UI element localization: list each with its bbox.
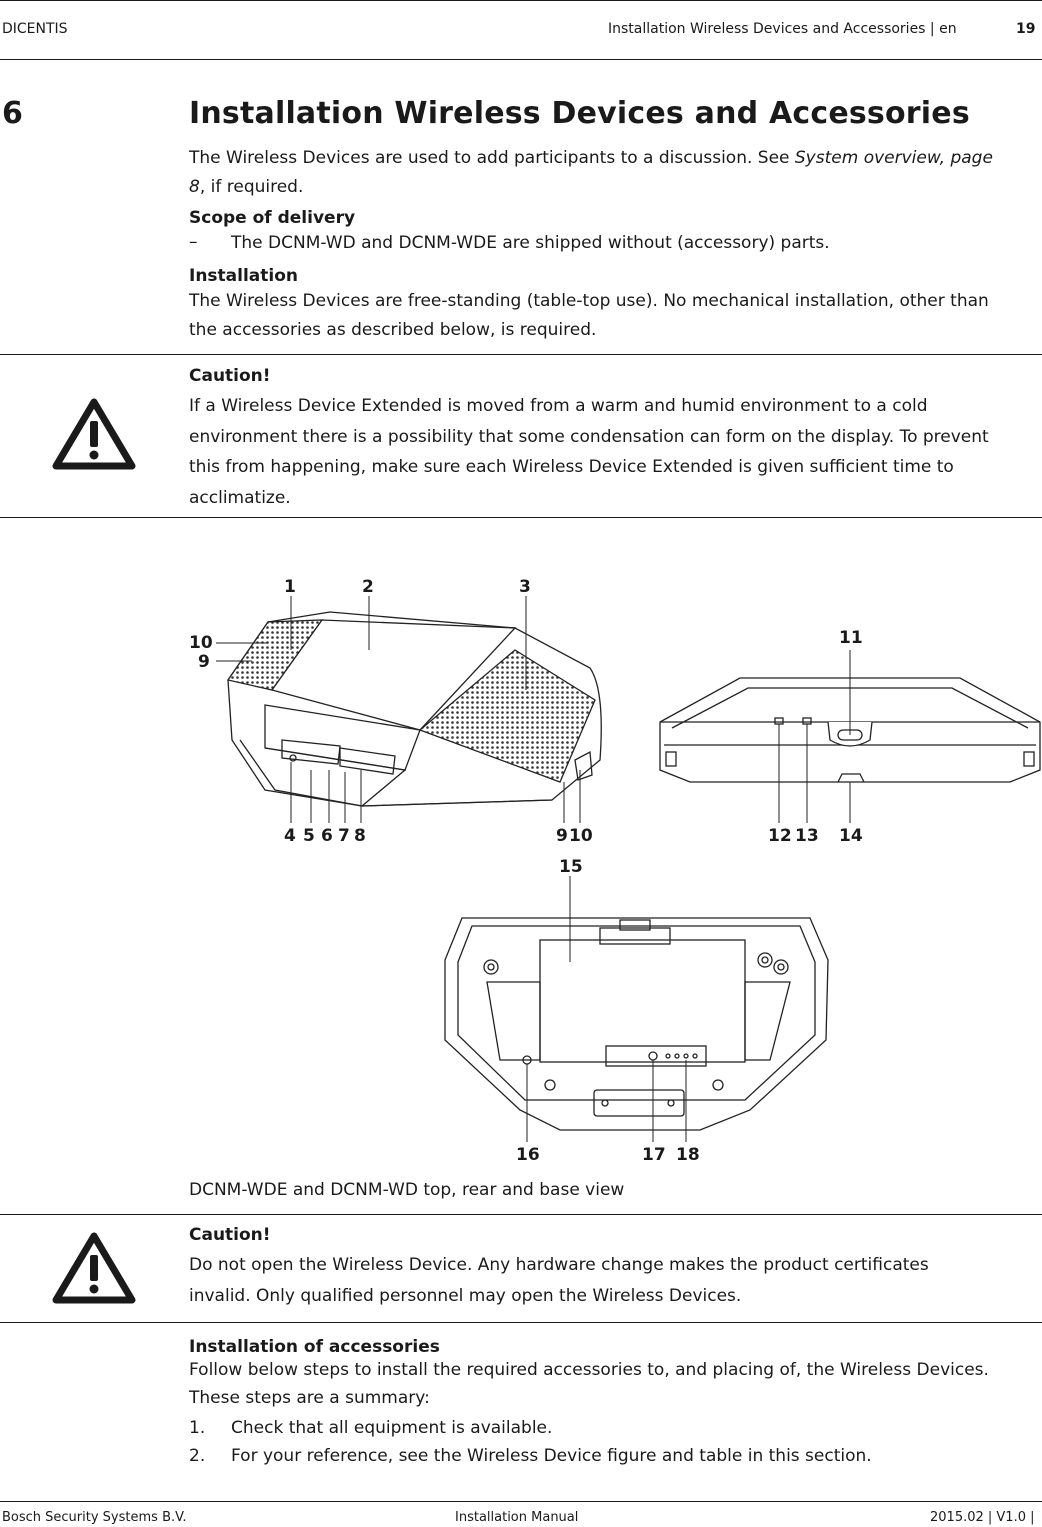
scope-item: The DCNM-WD and DCNM-WDE are shipped without (accessory) parts. (231, 233, 830, 253)
caution1-line2: environment there is a possibility that some condensation can form on the display. To prevent (189, 427, 989, 447)
accessories-line2: These steps are a summary: (189, 1388, 430, 1408)
step-1-number: 1. (189, 1418, 206, 1438)
device-figure (0, 540, 1042, 1180)
caution1-line3: this from happening, make sure each Wireless Device Extended is given sufficient time to (189, 457, 954, 477)
top-view-device (228, 612, 601, 806)
callout-14: 14 (839, 826, 863, 846)
caution1-title: Caution! (189, 366, 271, 386)
callout-1: 1 (284, 577, 296, 597)
intro-link-page[interactable]: 8 (189, 177, 200, 197)
callout-15: 15 (559, 857, 583, 877)
step-2-text: For your reference, see the Wireless Device figure and table in this section. (231, 1446, 872, 1466)
footer-company: Bosch Security Systems B.V. (2, 1510, 187, 1525)
caution1-line1: If a Wireless Device Extended is moved from a warm and humid environment to a cold (189, 396, 928, 416)
callout-7: 7 (338, 826, 350, 846)
scope-bullet: – (189, 232, 198, 252)
caution1-bottom-rule (0, 517, 1042, 518)
warning-icon (52, 1231, 136, 1305)
callout-3: 3 (519, 577, 531, 597)
callout-6: 6 (321, 826, 333, 846)
installation-line1: The Wireless Devices are free-standing (table-top use). No mechanical installation, other than (189, 291, 989, 311)
footer-manual: Installation Manual (455, 1510, 579, 1525)
step-2-number: 2. (189, 1446, 206, 1466)
intro-text: The Wireless Devices are used to add participants to a discussion. See (189, 148, 795, 168)
scope-heading: Scope of delivery (189, 208, 356, 228)
intro-link[interactable]: System overview, page (794, 148, 993, 168)
installation-line2: the accessories as described below, is required. (189, 320, 597, 340)
top-rule (0, 0, 1042, 1)
intro-paragraph (189, 144, 1039, 202)
callout-10-bottom: 10 (569, 826, 593, 846)
footer-rule (0, 1501, 1042, 1502)
callout-2: 2 (362, 577, 374, 597)
callout-8: 8 (354, 826, 366, 846)
callout-10-top: 10 (189, 633, 213, 653)
header-product: DICENTIS (2, 21, 68, 37)
callout-11: 11 (839, 628, 863, 648)
caution2-line2: invalid. Only qualified personnel may open the Wireless Devices. (189, 1286, 742, 1306)
accessories-heading: Installation of accessories (189, 1337, 440, 1357)
accessories-line1: Follow below steps to install the required accessories to, and placing of, the Wireless Devices. (189, 1360, 989, 1380)
callout-17: 17 (642, 1145, 666, 1165)
callout-9-top: 9 (198, 652, 210, 672)
caution2-line1: Do not open the Wireless Device. Any hardware change makes the product certificates (189, 1255, 929, 1275)
footer-version: 2015.02 | V1.0 | (930, 1510, 1035, 1525)
callout-4: 4 (284, 826, 296, 846)
caution1-line4: acclimatize. (189, 488, 291, 508)
header-rule (0, 59, 1042, 60)
callout-5: 5 (303, 826, 315, 846)
caution2-top-rule (0, 1214, 1042, 1215)
header-section: Installation Wireless Devices and Accessories | en (608, 21, 957, 37)
callout-9-bottom: 9 (556, 826, 568, 846)
caution2-bottom-rule (0, 1322, 1042, 1323)
callout-12: 12 (768, 826, 792, 846)
intro-tail: , if required. (199, 177, 304, 197)
caution1-top-rule (0, 354, 1042, 355)
step-1-text: Check that all equipment is available. (231, 1418, 553, 1438)
chapter-number: 6 (2, 96, 23, 131)
callout-16: 16 (516, 1145, 540, 1165)
warning-icon (52, 397, 136, 471)
caution2-title: Caution! (189, 1225, 271, 1245)
chapter-title: Installation Wireless Devices and Accessories (189, 96, 970, 131)
figure-caption: DCNM-WDE and DCNM-WD top, rear and base view (189, 1180, 625, 1200)
callout-18: 18 (676, 1145, 700, 1165)
base-view-device (445, 918, 828, 1130)
installation-heading: Installation (189, 266, 299, 286)
callout-13: 13 (795, 826, 819, 846)
header-page-number: 19 (1016, 21, 1036, 37)
